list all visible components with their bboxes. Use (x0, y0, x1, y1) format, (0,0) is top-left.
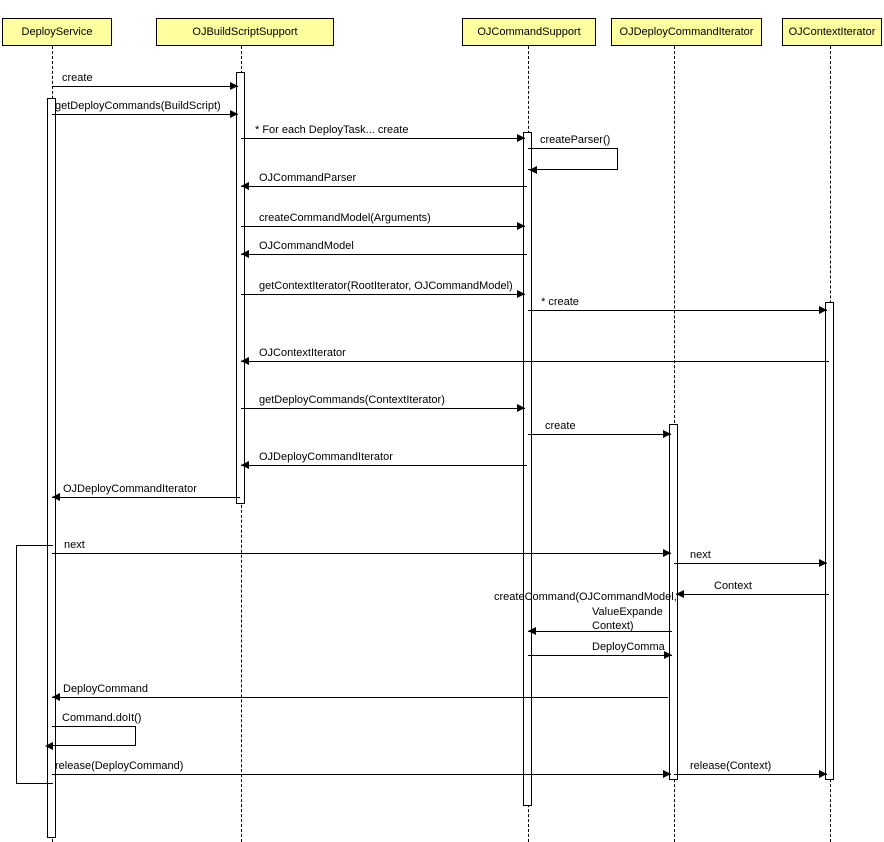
message-label: release(Context) (690, 760, 772, 772)
message-label: getContextIterator(RootIterator, OJCommandModel) (259, 280, 513, 292)
arrowhead-left-icon (52, 693, 60, 701)
message-line (674, 563, 827, 564)
arrowhead-left-icon (529, 166, 537, 174)
activation-ojbuildscriptsupport (236, 72, 245, 504)
message-line (241, 226, 525, 227)
message-label: next (690, 549, 711, 561)
message-line (241, 361, 829, 362)
message-line (241, 254, 527, 255)
lifeline-header-ojcontextiterator[interactable] (782, 18, 882, 46)
arrowhead-left-icon (241, 357, 249, 365)
message-line (52, 774, 671, 775)
message-label: OJCommandModel (259, 240, 354, 252)
arrowhead-right-icon (819, 306, 827, 314)
message-label: next (64, 539, 85, 551)
lifeline-label: OJCommandSupport (477, 26, 581, 38)
message-line (52, 86, 238, 87)
message-label: Context (714, 580, 752, 592)
activation-ojcommandsupport (523, 132, 532, 806)
message-label: DeployCommand (63, 683, 148, 695)
arrowhead-right-icon (819, 770, 827, 778)
message-line (528, 655, 672, 656)
message-line (52, 697, 668, 698)
arrowhead-left-icon (45, 742, 53, 750)
message-label: OJDeployCommandIterator (63, 483, 197, 495)
message-label-continued: ValueExpande (592, 606, 663, 618)
lifeline-header-deployservice[interactable] (2, 18, 112, 46)
arrowhead-right-icon (517, 404, 525, 412)
message-label-continued: Context) (592, 620, 634, 632)
message-label: getDeployCommands(ContextIterator) (259, 394, 445, 406)
arrowhead-right-icon (517, 222, 525, 230)
message-label: OJDeployCommandIterator (259, 451, 393, 463)
arrowhead-right-icon (517, 290, 525, 298)
message-line (528, 434, 671, 435)
message-label: create (545, 420, 576, 432)
arrowhead-right-icon (663, 549, 671, 557)
message-line (528, 631, 672, 632)
arrowhead-right-icon (819, 559, 827, 567)
message-label: createCommand(OJCommandModel, (494, 591, 677, 603)
message-line (52, 553, 671, 554)
arrowhead-left-icon (52, 493, 60, 501)
arrowhead-left-icon (241, 182, 249, 190)
arrowhead-right-icon (664, 651, 672, 659)
message-line (241, 138, 525, 139)
message-line (241, 186, 527, 187)
self-message-loop (52, 726, 136, 746)
message-label: getDeployCommands(BuildScript) (55, 100, 221, 112)
message-label: createParser() (540, 134, 611, 146)
arrowhead-right-icon (517, 134, 525, 142)
message-line (676, 594, 829, 595)
lifeline-label: OJBuildScriptSupport (192, 26, 298, 38)
arrowhead-right-icon (230, 82, 238, 90)
message-line (674, 774, 827, 775)
message-label: OJContextIterator (259, 347, 346, 359)
message-label: DeployComma (592, 641, 665, 653)
message-line (241, 294, 525, 295)
lifeline-label: OJContextIterator (788, 26, 876, 38)
lifeline-label: DeployService (21, 26, 93, 38)
message-line (241, 465, 527, 466)
arrowhead-left-icon (241, 461, 249, 469)
message-label: createCommandModel(Arguments) (259, 212, 431, 224)
message-label: * For each DeployTask... create (255, 124, 409, 136)
message-label: * create (541, 296, 579, 308)
activation-ojcontextiterator (825, 302, 834, 780)
message-line (241, 408, 525, 409)
message-line (52, 114, 238, 115)
lifeline-header-ojcommandsupport[interactable] (462, 18, 596, 46)
message-line (52, 497, 240, 498)
arrowhead-left-icon (676, 590, 684, 598)
lifeline-header-ojbuildscriptsupport[interactable] (156, 18, 334, 46)
arrowhead-left-icon (241, 250, 249, 258)
message-label: OJCommandParser (259, 172, 357, 184)
message-label: release(DeployCommand) (55, 760, 184, 772)
lifeline-label: OJDeployCommandIterator (619, 26, 754, 38)
message-line (528, 310, 827, 311)
message-label: Command.doIt() (62, 712, 142, 724)
message-label: create (62, 72, 93, 84)
arrowhead-left-icon (528, 627, 536, 635)
arrowhead-right-icon (230, 110, 238, 118)
lifeline-header-ojdeploycommanditerator[interactable] (611, 18, 762, 46)
self-message-loop (528, 148, 618, 170)
arrowhead-right-icon (663, 770, 671, 778)
arrowhead-right-icon (663, 430, 671, 438)
